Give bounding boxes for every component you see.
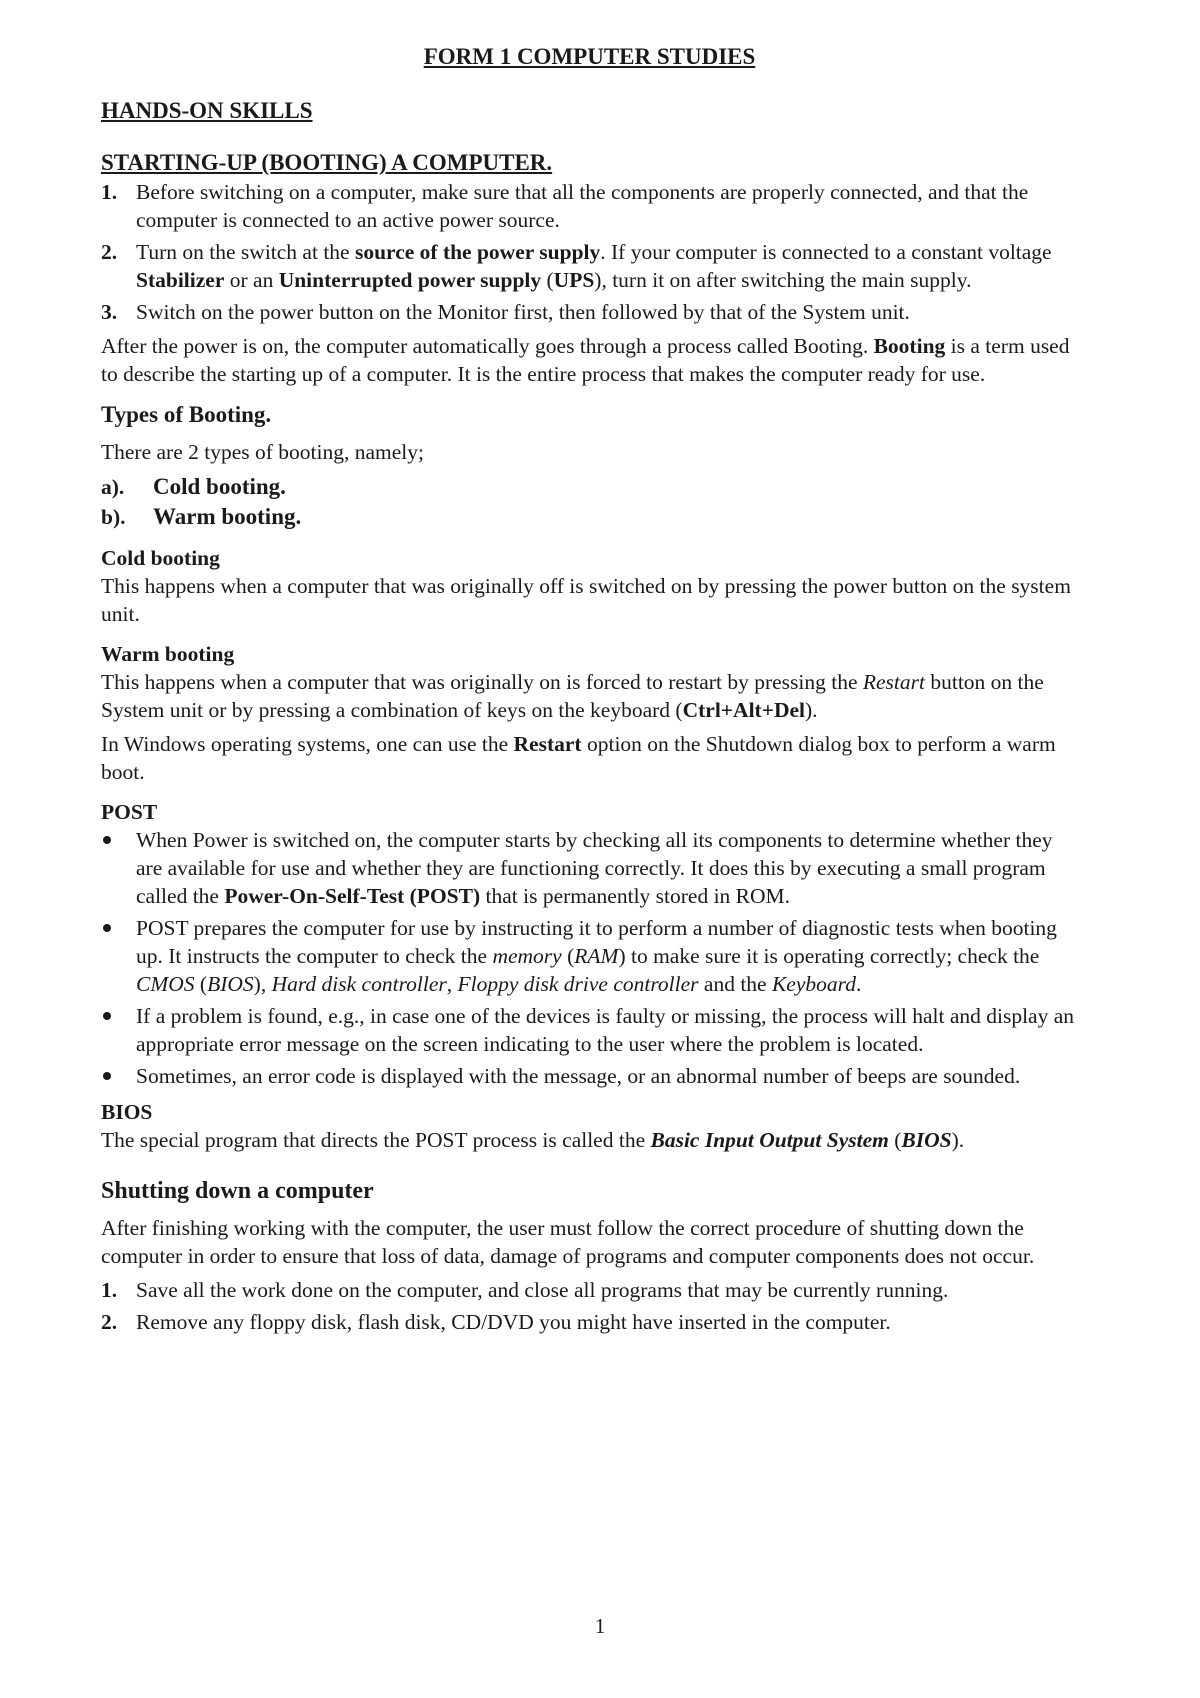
step-text: Save all the work done on the computer, and close all programs that may be currently running. xyxy=(136,1278,949,1302)
list-item xyxy=(101,914,1078,998)
italic-term: memory xyxy=(492,944,562,968)
bullet-text: ) to make sure it is operating correctly; check the xyxy=(618,944,1040,968)
page-number: 1 xyxy=(594,1614,606,1638)
bold-term: Booting xyxy=(873,334,946,358)
list-marker: b). xyxy=(101,505,126,529)
list-item xyxy=(101,178,1078,234)
paragraph-text: After the power is on, the computer automatically goes through a process called Booting. xyxy=(101,334,874,358)
list-item xyxy=(101,826,1078,910)
bold-term: Uninterrupted power supply xyxy=(278,268,542,292)
bullet-text: ( xyxy=(194,972,208,996)
bios-text xyxy=(101,1126,1078,1154)
italic-term: Keyboard xyxy=(771,972,856,996)
list-marker: a). xyxy=(101,475,125,499)
warm-booting-text xyxy=(101,668,1078,724)
paragraph-text: button on the System unit or by pressing a combination of keys on the keyboard ( xyxy=(101,670,1044,722)
shutdown-intro: After finishing working with the computer, the user must follow the correct procedure of shutting down the computer in order to ensure that loss of data, damage of programs and computer components does not occur. xyxy=(101,1216,1035,1268)
bullet-text: ( xyxy=(561,944,575,968)
warm-booting-windows xyxy=(101,730,1078,786)
bold-italic-term: BIOS xyxy=(901,1128,952,1152)
bold-term: Restart xyxy=(513,732,582,756)
types-intro: There are 2 types of booting, namely; xyxy=(101,440,424,464)
step-text: Before switching on a computer, make sure that all the components are properly connected, and that the computer is connected to an active power source. xyxy=(136,180,1029,232)
bold-term: Power-On-Self-Test (POST) xyxy=(224,884,481,908)
list-marker: 1. xyxy=(101,180,118,204)
bullet-text: Sometimes, an error code is displayed with the message, or an abnormal number of beeps are sounded. xyxy=(136,1064,1021,1088)
list-item xyxy=(101,1308,1078,1336)
step-text: or an xyxy=(224,268,279,292)
booting-heading: STARTING-UP (BOOTING) A COMPUTER. xyxy=(101,150,553,175)
shutdown-steps xyxy=(101,1276,1078,1336)
list-item xyxy=(101,1276,1078,1304)
step-text: Remove any floppy disk, flash disk, CD/DVD you might have inserted in the computer. xyxy=(136,1310,891,1334)
step-text: ( xyxy=(541,268,554,292)
bullet-text: When Power is switched on, the computer starts by checking all its components to determine whether they are available for use and whether they are functioning correctly. It does this by executing a small program called the xyxy=(136,828,1053,908)
bold-term: UPS xyxy=(553,268,595,292)
document-title: FORM 1 COMPUTER STUDIES xyxy=(423,44,756,69)
list-item xyxy=(101,298,1078,326)
bullet-text: POST prepares the computer for use by instructing it to perform a number of diagnostic tests when booting up. It instructs the computer to check the xyxy=(136,916,1057,968)
types-list xyxy=(101,472,1078,532)
bold-term: source of the power supply xyxy=(354,240,601,264)
paragraph-text: This happens when a computer that was originally on is forced to restart by pressing the xyxy=(101,670,863,694)
booting-paragraph xyxy=(101,332,1078,388)
bios-heading: BIOS xyxy=(101,1100,153,1124)
bold-term: Stabilizer xyxy=(136,268,225,292)
shutdown-heading: Shutting down a computer xyxy=(101,1178,374,1204)
bullet-text: and the xyxy=(698,972,772,996)
cold-booting-text: This happens when a computer that was originally off is switched on by pressing the power button on the system unit. xyxy=(101,574,1071,626)
italic-term: Restart xyxy=(862,670,925,694)
paragraph-text: ). xyxy=(805,698,818,722)
list-item xyxy=(101,472,1078,502)
bold-term: Ctrl+Alt+Del xyxy=(682,698,806,722)
list-item xyxy=(101,238,1078,294)
bullet-text: ), xyxy=(253,972,272,996)
bullet-icon xyxy=(103,1012,111,1020)
italic-term: CMOS xyxy=(136,972,195,996)
list-marker: 3. xyxy=(101,300,118,324)
italic-term: Hard disk controller xyxy=(271,972,447,996)
list-item xyxy=(101,1002,1078,1058)
list-marker: 2. xyxy=(101,240,118,264)
paragraph-text: ( xyxy=(888,1128,902,1152)
step-text: . If your computer is connected to a constant voltage xyxy=(600,240,1052,264)
bullet-icon xyxy=(103,1072,111,1080)
bullet-icon xyxy=(103,924,111,932)
warm-booting-heading: Warm booting xyxy=(101,642,235,666)
italic-term: Floppy disk drive controller xyxy=(457,972,699,996)
types-heading: Types of Booting. xyxy=(101,402,272,427)
type-label: Cold booting. xyxy=(153,474,286,499)
post-list xyxy=(101,826,1078,1090)
step-text: Turn on the switch at the xyxy=(136,240,355,264)
booting-steps xyxy=(101,178,1078,326)
step-text: ), turn it on after switching the main supply. xyxy=(594,268,972,292)
post-heading: POST xyxy=(101,800,158,824)
italic-term: BIOS xyxy=(207,972,254,996)
italic-term: RAM xyxy=(574,944,619,968)
section-heading: HANDS-ON SKILLS xyxy=(101,98,313,123)
bullet-text: If a problem is found, e.g., in case one of the devices is faulty or missing, the process will halt and display an appropriate error message on the screen indicating to the user where the problem is located. xyxy=(136,1004,1075,1056)
type-label: Warm booting. xyxy=(153,504,302,529)
list-item xyxy=(101,502,1078,532)
paragraph-text: The special program that directs the POST process is called the xyxy=(101,1128,651,1152)
list-marker: 1. xyxy=(101,1278,118,1302)
paragraph-text: is a term used to describe the starting up of a computer. It is the entire process that makes the computer ready for use. xyxy=(101,334,1070,386)
bullet-text: that is permanently stored in ROM. xyxy=(480,884,791,908)
paragraph-text: In Windows operating systems, one can use the xyxy=(101,732,514,756)
list-marker: 2. xyxy=(101,1310,118,1334)
bullet-text: . xyxy=(855,972,862,996)
bold-italic-term: Basic Input Output System xyxy=(650,1128,889,1152)
cold-booting-heading: Cold booting xyxy=(101,546,220,570)
step-text: Switch on the power button on the Monitor first, then followed by that of the System unit. xyxy=(136,300,910,324)
paragraph-text: ). xyxy=(951,1128,965,1152)
bullet-text: , xyxy=(446,972,458,996)
bullet-icon xyxy=(103,836,111,844)
list-item xyxy=(101,1062,1078,1090)
paragraph-text: option on the Shutdown dialog box to perform a warm boot. xyxy=(101,732,1056,784)
